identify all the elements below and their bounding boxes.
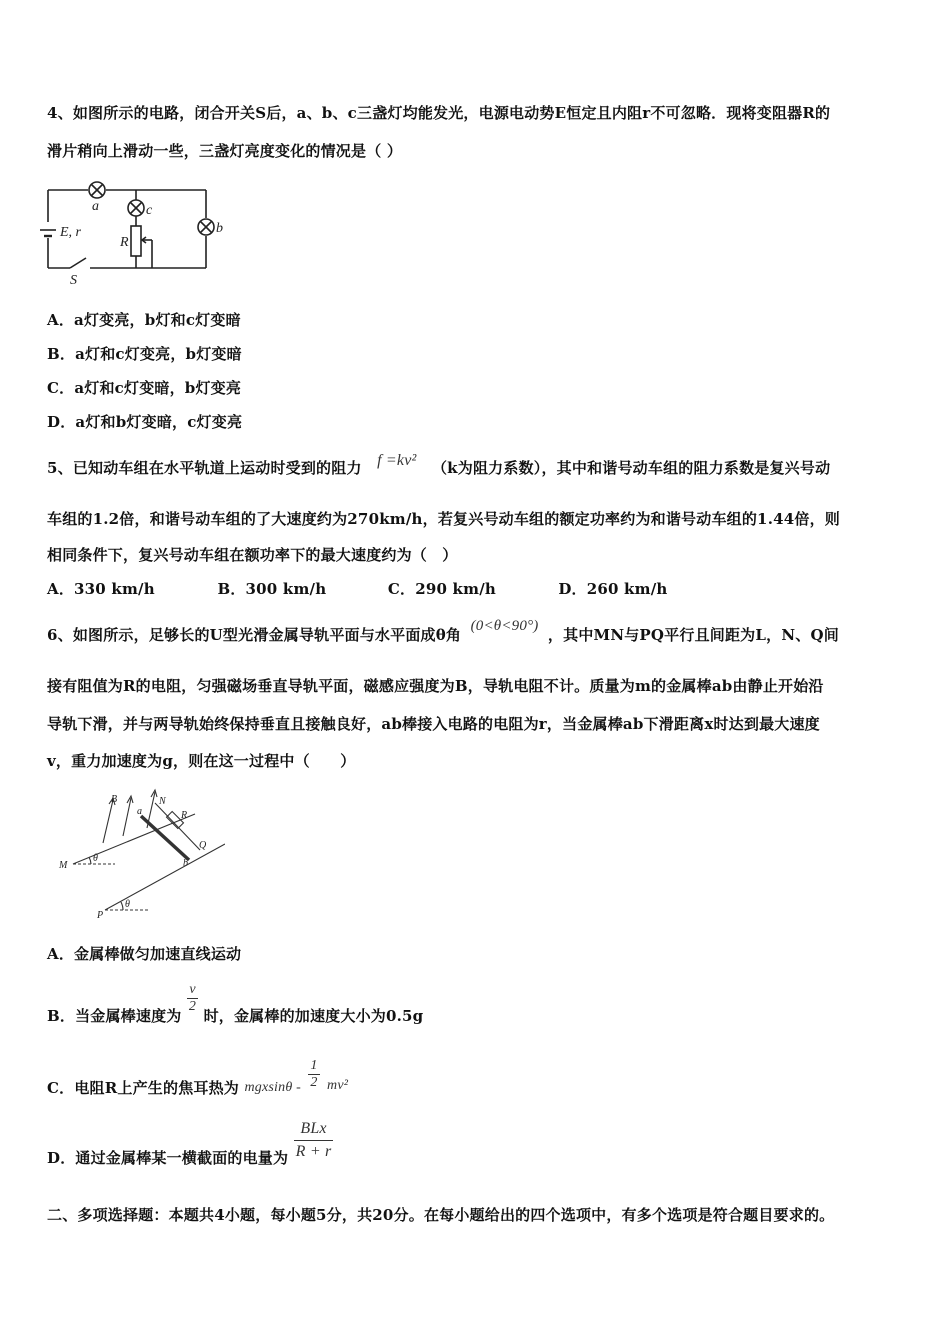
q5-stem-line-3: 相同条件下，复兴号动车组在额功率下的最大速度约为（ ） — [47, 546, 458, 564]
q4-label-c: c — [146, 203, 153, 218]
q6-option-d-denominator: R + r — [294, 1140, 334, 1163]
section-2-heading: 二、多项选择题：本题共4小题，每小题5分，共20分。在每小题给出的四个选项中，有多个选项是符合题目要求的。 — [47, 1206, 835, 1224]
q6-label-q: Q — [199, 840, 207, 851]
q6-option-b-denominator: 2 — [188, 999, 197, 1014]
q6-option-c-fraction — [308, 1058, 319, 1091]
q5-option-a: A．330 km/h — [47, 580, 155, 598]
q6-angle-range: (0<θ<90°) — [470, 618, 539, 634]
q6-label-r: R — [181, 810, 188, 821]
q6-option-d-text: D．通过金属棒某一横截面的电量为 — [47, 1148, 289, 1167]
q6-option-c — [47, 1058, 349, 1097]
q4-option-b: B．a灯和c灯变亮，b灯变暗 — [47, 345, 242, 363]
q6-option-b-fraction — [187, 982, 198, 1015]
q6-stem-part-2: ，其中MN与PQ平行且间距为L，N、Q间 — [547, 626, 839, 644]
q6-option-c-text: C．电阻R上产生的焦耳热为 — [47, 1078, 240, 1097]
q6-label-a: a — [137, 806, 142, 817]
q6-label-theta-1: θ — [93, 853, 98, 864]
q5-stem-part-1: 5、已知动车组在水平轨道上运动时受到的阻力 — [47, 459, 362, 477]
q6-option-d-fraction — [294, 1118, 334, 1163]
q6-stem-line-2: 接有阻值为R的电阻，匀强磁场垂直导轨平面，磁感应强度为B，导轨电阻不计。质量为m的金属棒ab由静止开始沿 — [47, 677, 824, 695]
q6-rail-diagram — [55, 788, 225, 923]
q6-option-b-text-1: B．当金属棒速度为 — [47, 1006, 182, 1025]
q4-option-c: C．a灯和c灯变暗，b灯变亮 — [47, 379, 242, 397]
q6-label-theta-2: θ — [125, 899, 130, 910]
q6-option-d — [47, 1118, 333, 1167]
q4-label-er: E, r — [60, 225, 81, 240]
q5-drag-formula: f =kv² — [377, 452, 417, 469]
q6-option-c-denominator: 2 — [310, 1075, 318, 1090]
q6-label-m: M — [59, 860, 68, 871]
q5-options-row — [47, 578, 668, 599]
q6-label-p: P — [97, 910, 104, 921]
q4-circuit-diagram — [40, 178, 230, 288]
q6-stem-line-1 — [47, 618, 839, 645]
q6-option-c-math-2: mv² — [327, 1077, 349, 1093]
q4-option-a: A．a灯变亮，b灯和c灯变暗 — [47, 311, 241, 329]
q5-stem-line-2: 车组的1.2倍，和谐号动车组的了大速度约为270km/h，若复兴号动车组的额定功率约为和谐号动车组的1.44倍，则 — [47, 510, 840, 528]
q4-option-d: D．a灯和b灯变暗，c灯变亮 — [47, 413, 243, 431]
q6-option-b-text-2: 时，金属棒的加速度大小为0.5g — [203, 1006, 424, 1025]
q4-stem-line-2: 滑片稍向上滑动一些，三盏灯亮度变化的情况是（ ） — [47, 142, 403, 160]
q6-option-d-numerator: BLx — [300, 1120, 327, 1137]
q5-option-b: B．300 km/h — [217, 580, 327, 598]
q6-option-c-math-1: mgxsinθ - — [244, 1079, 301, 1095]
q6-stem-part-1: 6、如图所示，足够长的U型光滑金属导轨平面与水平面成θ角 — [47, 626, 462, 644]
q6-label-n: N — [159, 796, 166, 807]
q6-option-b-numerator: v — [189, 982, 196, 997]
q4-label-r: R — [120, 235, 129, 250]
q6-label-b-field: B — [111, 794, 118, 805]
q6-option-c-numerator: 1 — [310, 1058, 318, 1073]
q5-option-d: D．260 km/h — [558, 580, 668, 598]
q6-option-a: A．金属棒做匀加速直线运动 — [47, 945, 242, 963]
q5-stem-line-1 — [47, 452, 831, 478]
q4-label-b: b — [216, 221, 223, 236]
q6-stem-line-3: 导轨下滑，并与两导轨始终保持垂直且接触良好，ab棒接入电路的电阻为r，当金属棒ab下滑距离x时达到最大速度 — [47, 715, 820, 733]
q4-label-s: S — [70, 273, 77, 288]
q6-option-b — [47, 982, 424, 1025]
q5-stem-part-2: （k为阻力系数），其中和谐号动车组的阻力系数是复兴号动 — [431, 459, 831, 477]
q5-option-c: C．290 km/h — [387, 580, 496, 598]
q6-label-b: b — [183, 858, 188, 869]
q4-label-a: a — [92, 199, 99, 214]
q6-stem-line-4: v，重力加速度为g，则在这一过程中（ ） — [47, 752, 356, 770]
q4-stem-line-1: 4、如图所示的电路，闭合开关S后，a、b、c三盏灯均能发光，电源电动势E恒定且内阻r不可忽略．现将变阻器R的 — [47, 104, 831, 122]
